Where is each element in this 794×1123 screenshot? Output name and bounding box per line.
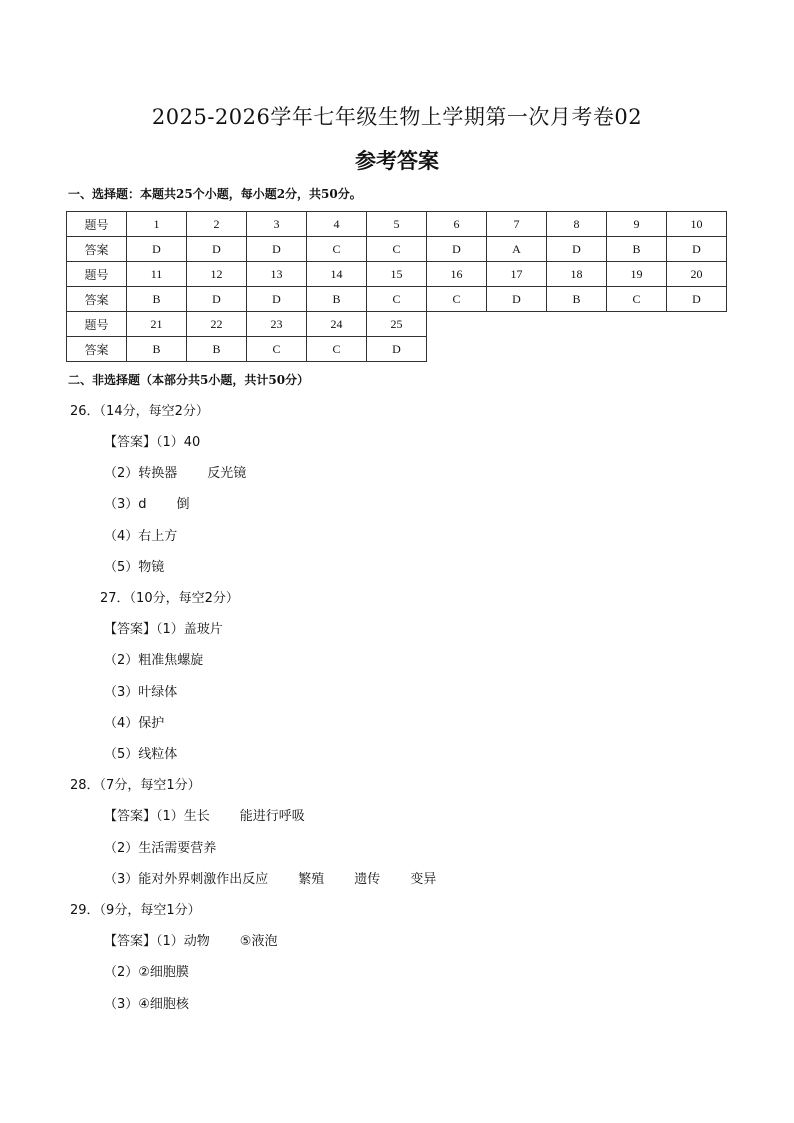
q26-header: 26．（14分，每空2分）	[70, 404, 209, 419]
q27-header: 27．（10分，每空2分）	[100, 591, 239, 606]
answer-cell: D	[247, 237, 307, 262]
question-number-cell: 13	[247, 262, 307, 287]
q28-a1-prefix: （1）生长	[156, 809, 210, 824]
page-subtitle: 参考答案	[355, 148, 439, 173]
row-label-number: 题号	[67, 262, 127, 287]
question-number-cell: 10	[667, 212, 727, 237]
question-number-cell: 4	[307, 212, 367, 237]
answer-cell: D	[247, 287, 307, 312]
q27-answer-line-5: （5）线粒体	[104, 747, 178, 762]
empty-cell	[427, 337, 487, 362]
question-number-cell: 20	[667, 262, 727, 287]
page-title: 2025-2026学年七年级生物上学期第一次月考卷02	[151, 105, 643, 129]
answer-cell: B	[607, 237, 667, 262]
question-number-cell: 3	[247, 212, 307, 237]
table-row-numbers	[67, 212, 727, 237]
q29-header: 29．（9分，每空1分）	[70, 903, 201, 918]
question-number-cell: 17	[487, 262, 547, 287]
q28-a1-b: 能进行呼吸	[239, 809, 305, 824]
answer-cell: A	[487, 237, 547, 262]
answer-cell: D	[187, 237, 247, 262]
answer-cell: D	[547, 237, 607, 262]
answer-cell: C	[367, 237, 427, 262]
q29-answer-line-3: （3）④细胞核	[104, 997, 189, 1012]
empty-cell	[607, 337, 667, 362]
q28-a3-d: 变异	[410, 872, 437, 887]
answer-cell: B	[187, 337, 247, 362]
empty-cell	[487, 337, 547, 362]
q28-header: 28．（7分，每空1分）	[70, 778, 201, 793]
q26-answer-line-3	[104, 495, 190, 515]
question-number-cell: 2	[187, 212, 247, 237]
section-multiple-choice-heading: 一、选择题：本题共25个小题，每小题2分，共50分。	[68, 187, 362, 201]
question-number-cell: 5	[367, 212, 427, 237]
answer-table	[66, 211, 727, 362]
answer-cell: D	[187, 287, 247, 312]
table-row-numbers	[67, 262, 727, 287]
answer-cell: C	[367, 287, 427, 312]
empty-cell	[607, 312, 667, 337]
q27-answer-line-4: （4）保护	[104, 716, 165, 731]
question-number-cell: 14	[307, 262, 367, 287]
q26-answer-line-5: （5）物镜	[104, 560, 165, 575]
answer-cell: B	[127, 337, 187, 362]
answer-cell: B	[127, 287, 187, 312]
table-row-answers	[67, 237, 727, 262]
question-number-cell: 21	[127, 312, 187, 337]
table-row-answers	[67, 337, 727, 362]
q26-a1: （1）40	[156, 435, 201, 450]
answer-cell: D	[427, 237, 487, 262]
answer-cell: C	[307, 337, 367, 362]
row-label-answer: 答案	[67, 287, 127, 312]
q29-answer-line-2: （2）②细胞膜	[104, 965, 189, 980]
q28-answer-line-1	[104, 807, 305, 827]
q29-answer-line-1	[104, 932, 277, 952]
question-number-cell: 22	[187, 312, 247, 337]
question-number-cell: 24	[307, 312, 367, 337]
q29-a1-b: ⑤液泡	[239, 934, 278, 949]
question-number-cell: 8	[547, 212, 607, 237]
q27-answer-line-2: （2）粗准焦螺旋	[104, 653, 204, 668]
q27-a1: （1）盖玻片	[156, 622, 223, 637]
q26-a2-prefix: （2）转换器	[104, 466, 178, 481]
question-number-cell: 7	[487, 212, 547, 237]
row-label-number: 题号	[67, 212, 127, 237]
question-number-cell: 9	[607, 212, 667, 237]
q26-answer-line-2	[104, 464, 246, 484]
q28-a3-prefix: （3）能对外界刺激作出反应	[104, 872, 269, 887]
row-label-number: 题号	[67, 312, 127, 337]
q28-a3-c: 遗传	[354, 872, 381, 887]
answer-cell: C	[427, 287, 487, 312]
question-number-cell: 11	[127, 262, 187, 287]
question-number-cell: 23	[247, 312, 307, 337]
section-free-response-heading: 二、非选择题（本部分共5小题，共计50分）	[68, 373, 310, 387]
answer-cell: C	[247, 337, 307, 362]
answer-cell: C	[607, 287, 667, 312]
empty-cell	[547, 312, 607, 337]
q28-a3-b: 繁殖	[298, 872, 325, 887]
answer-label: 【答案】	[104, 435, 157, 450]
q29-a1-prefix: （1）动物	[156, 934, 210, 949]
answer-cell: B	[307, 287, 367, 312]
answer-cell: C	[307, 237, 367, 262]
q26-a3-b: 倒	[176, 497, 190, 512]
answer-label: 【答案】	[104, 809, 157, 824]
q28-answer-line-3	[104, 870, 436, 890]
empty-cell	[487, 312, 547, 337]
q28-answer-line-2: （2）生活需要营养	[104, 841, 217, 856]
empty-cell	[667, 312, 727, 337]
answer-cell: D	[127, 237, 187, 262]
answer-label: 【答案】	[104, 934, 157, 949]
q26-a3-prefix: （3）d	[104, 497, 147, 512]
q26-answer-line-4: （4）右上方	[104, 529, 178, 544]
question-number-cell: 25	[367, 312, 427, 337]
answer-cell: D	[667, 237, 727, 262]
answer-cell: D	[367, 337, 427, 362]
q26-answer-line-1	[104, 433, 200, 453]
answer-cell: D	[487, 287, 547, 312]
question-number-cell: 1	[127, 212, 187, 237]
table-row-numbers	[67, 312, 727, 337]
answer-cell: D	[667, 287, 727, 312]
empty-cell	[427, 312, 487, 337]
question-number-cell: 16	[427, 262, 487, 287]
q26-a2-b: 反光镜	[207, 466, 247, 481]
empty-cell	[667, 337, 727, 362]
q27-answer-line-1	[104, 620, 223, 640]
question-number-cell: 18	[547, 262, 607, 287]
table-row-answers	[67, 287, 727, 312]
question-number-cell: 12	[187, 262, 247, 287]
question-number-cell: 19	[607, 262, 667, 287]
answer-label: 【答案】	[104, 622, 157, 637]
row-label-answer: 答案	[67, 337, 127, 362]
empty-cell	[547, 337, 607, 362]
answer-cell: B	[547, 287, 607, 312]
question-number-cell: 6	[427, 212, 487, 237]
question-number-cell: 15	[367, 262, 427, 287]
row-label-answer: 答案	[67, 237, 127, 262]
q27-answer-line-3: （3）叶绿体	[104, 685, 178, 700]
